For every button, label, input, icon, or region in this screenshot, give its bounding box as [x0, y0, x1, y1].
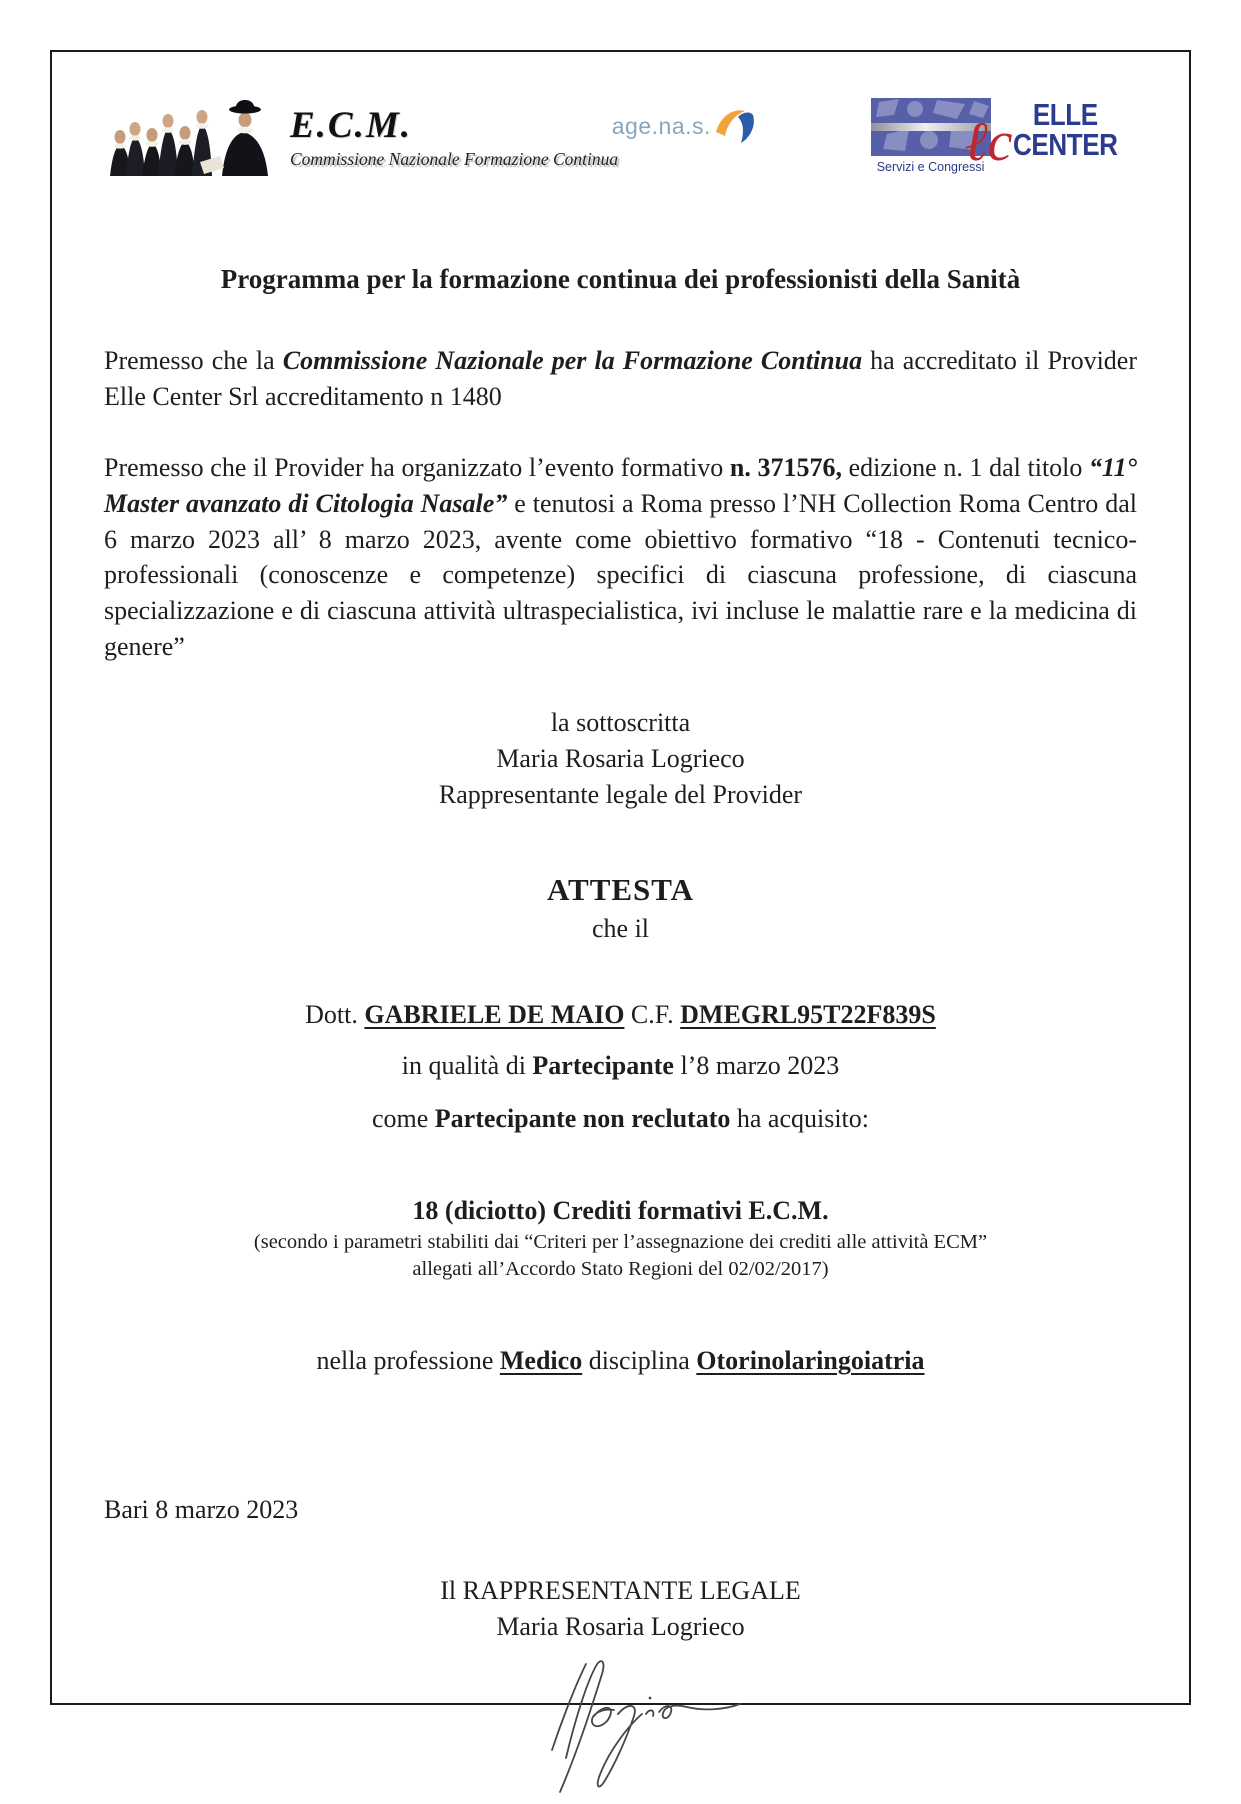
discipline-value: Otorinolaringoiatria	[696, 1345, 925, 1375]
premise-2-paragraph	[104, 450, 1137, 665]
signer-title: Il RAPPRESENTANTE LEGALE	[440, 1575, 801, 1605]
participation-line-2	[104, 1101, 1137, 1137]
premise-1-text-end: ha accreditato il Provider Elle Center Srl accreditamento n 1480	[104, 346, 1137, 411]
participation-1-pre: in qualità di	[401, 1051, 533, 1081]
participation-1-date: l’8 marzo 2023	[673, 1051, 840, 1081]
place-date: Bari 8 marzo 2023	[104, 1494, 299, 1524]
credits-block	[104, 1193, 1137, 1283]
elle-center-name	[1012, 97, 1118, 163]
certificate-border	[50, 50, 1191, 1705]
credits-note-1: (secondo i parametri stabiliti dai “Criteri per l’assegnazione dei crediti alle attività ECM”	[253, 1230, 988, 1253]
ecm-logo-text	[290, 96, 618, 170]
event-title: “11° Master avanzato di Citologia Nasale”	[104, 452, 1137, 518]
discipline-label: disciplina	[582, 1345, 697, 1375]
ecm-logo-subtitle: Commissione Nazionale Formazione Continua	[290, 149, 619, 169]
credits-heading: 18 (diciotto) Crediti formativi E.C.M.	[412, 1195, 829, 1225]
profession-value: Medico	[499, 1345, 583, 1375]
attestation-block	[104, 869, 1137, 948]
document-title: Programma per la formazione continua dei professionisti della Sanità	[220, 264, 1021, 294]
elle-center-name-line1: ELLE	[1032, 97, 1098, 132]
premise-2-text-end: e tenutosi a Roma presso l’NH Collection Roma Centro dal 6 marzo 2023 all’ 8 marzo 2023, avente come obiettivo formativo “18 - Contenuti tecnico-professionali (conoscenze e competenze) specifici di ciascuna professione, di ciascuna specializzazione e di ciascuna attività ultraspecialistica, ivi incluse le malattie rare e la medicina di genere”	[104, 488, 1138, 662]
anatomy-lesson-painting-icon	[104, 96, 276, 176]
declarant-block	[104, 705, 1137, 813]
elle-center-logo	[871, 98, 1137, 174]
premise-1-paragraph	[104, 343, 1137, 415]
participation-2-post: ha acquisito:	[730, 1104, 870, 1134]
commission-name: Commissione Nazionale per la Formazione Continua	[282, 346, 863, 375]
profession-line	[104, 1343, 1137, 1379]
fiscal-code-label: C.F.	[624, 1000, 681, 1030]
ecm-logo	[104, 96, 618, 176]
profession-pre: nella professione	[316, 1345, 500, 1375]
premise-2-text-start: Premesso che il Provider ha organizzato l’evento formativo	[104, 452, 730, 482]
handwritten-signature-icon	[496, 1654, 746, 1799]
declarant-intro: la sottoscritta	[550, 708, 691, 737]
elle-center-monogram: ℓc	[964, 111, 1013, 173]
agenas-logo	[612, 106, 757, 146]
event-number: n. 371576,	[729, 452, 842, 482]
signer-block	[104, 1573, 1137, 1645]
attesta-subline: che il	[591, 914, 650, 944]
signer-name: Maria Rosaria Logrieco	[496, 1611, 745, 1641]
attesta-heading: ATTESTA	[546, 871, 695, 907]
participation-role: Partecipante	[532, 1051, 674, 1081]
agenas-swoosh-icon	[713, 106, 757, 146]
participation-recruitment-status: Partecipante non reclutato	[434, 1104, 731, 1134]
ecm-logo-title: E.C.M.	[290, 105, 413, 146]
agenas-logo-label: age.na.s.	[611, 112, 711, 139]
recipient-title: Dott.	[305, 1000, 365, 1030]
signature	[104, 1654, 1137, 1804]
declarant-role: Rappresentante legale del Provider	[438, 779, 803, 809]
elle-center-name-line2: CENTER	[1012, 127, 1118, 163]
participation-2-pre: come	[371, 1104, 435, 1134]
elle-center-tagline: Servizi e Congressi	[876, 160, 985, 174]
credits-note-2: allegati all’Accordo Stato Regioni del 02/02/2017)	[412, 1257, 829, 1280]
declarant-name: Maria Rosaria Logrieco	[496, 743, 745, 773]
premise-2-text-mid: edizione n. 1 dal titolo	[841, 452, 1090, 482]
recipient-name: GABRIELE DE MAIO	[364, 1000, 625, 1030]
header-logos	[104, 96, 1137, 206]
recipient-line	[104, 997, 1137, 1033]
premise-1-text-start: Premesso che la	[104, 346, 283, 375]
participation-line-1	[104, 1048, 1137, 1084]
elle-center-emblem-column	[871, 98, 1013, 174]
recipient-fiscal-code: DMEGRL95T22F839S	[680, 1000, 936, 1030]
